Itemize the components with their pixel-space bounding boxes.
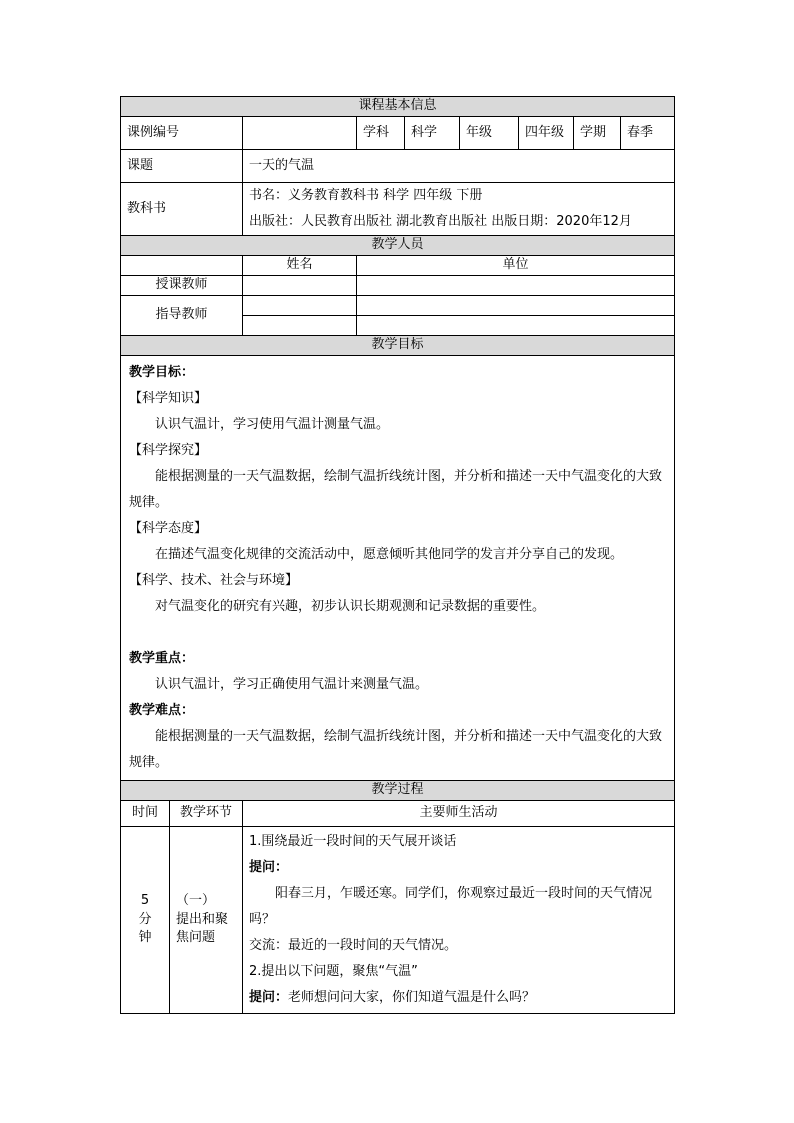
- teacher-label: 授课教师: [121, 276, 243, 296]
- question-2: [249, 985, 668, 1011]
- section-header-goals: 教学目标: [121, 336, 675, 356]
- topic-label: 课题: [121, 150, 243, 183]
- mentor-label: 指导教师: [121, 296, 243, 336]
- term-value: 春季: [621, 117, 675, 150]
- section-header-basic-info: 课程基本信息: [121, 97, 675, 117]
- time-column-header: 时间: [121, 801, 170, 827]
- staff-blank-header: [121, 256, 243, 276]
- mentor-name-2: [243, 316, 357, 336]
- activity-cell: [243, 827, 675, 1014]
- term-label: 学期: [574, 117, 621, 150]
- subject-label: 学科: [357, 117, 405, 150]
- activity-step-1: 1.围绕最近一段时间的天气展开谈话: [249, 834, 457, 849]
- teacher-unit: [357, 276, 675, 296]
- question-text-1: 阳春三月，乍暖还寒。同学们，你观察过最近一段时间的天气情况吗？: [249, 886, 653, 927]
- exchange-text: 交流：最近的一段时间的天气情况。: [249, 938, 458, 953]
- stage-cell: [170, 827, 243, 1014]
- key-points-title: 教学重点：: [129, 651, 195, 666]
- difficulties-title: 教学难点：: [129, 703, 195, 718]
- textbook-info: [243, 183, 675, 236]
- section-header-staff: 教学人员: [121, 236, 675, 256]
- stse-heading: 【科学、技术、社会与环境】: [129, 573, 299, 588]
- stse-text: 对气温变化的研究有兴趣，初步认识长期观测和记录数据的重要性。: [155, 599, 546, 614]
- difficulties-text: 能根据测量的一天气温数据，绘制气温折线统计图，并分析和描述一天中气温变化的大致规律。: [129, 729, 663, 770]
- stage-name-line-2: 焦问题: [176, 930, 216, 946]
- subject-value: 科学: [405, 117, 460, 150]
- knowledge-heading: 【科学知识】: [129, 391, 208, 406]
- mentor-name-1: [243, 296, 357, 316]
- question-label-1: 提问：: [249, 860, 289, 875]
- question-label-2: 提问：: [249, 990, 289, 1005]
- question-text-2: 老师想问问大家，你们知道气温是什么吗？: [288, 990, 536, 1005]
- topic-value: 一天的气温: [243, 150, 675, 183]
- case-number-value: [243, 117, 357, 150]
- case-number-label: 课例编号: [121, 117, 243, 150]
- grade-value: 四年级: [519, 117, 574, 150]
- time-unit-2: 钟: [138, 930, 152, 946]
- goals-title: 教学目标：: [129, 365, 195, 380]
- staff-name-column-header: 姓名: [243, 256, 357, 276]
- activity-column-header: 主要师生活动: [243, 801, 675, 827]
- key-points-text: 认识气温计，学习正确使用气温计来测量气温。: [155, 677, 429, 692]
- mentor-unit-2: [357, 316, 675, 336]
- time-unit-1: 分: [138, 911, 152, 927]
- textbook-label: 教科书: [121, 183, 243, 236]
- stage-column-header: 教学环节: [170, 801, 243, 827]
- time-number: 5: [140, 892, 150, 908]
- goals-content: [121, 356, 675, 781]
- stage-number: （一）: [176, 892, 216, 908]
- grade-label: 年级: [460, 117, 519, 150]
- stage-name-line-1: 提出和聚: [176, 911, 229, 927]
- teacher-name: [243, 276, 357, 296]
- knowledge-text: 认识气温计，学习使用气温计测量气温。: [155, 417, 390, 432]
- inquiry-heading: 【科学探究】: [129, 443, 208, 458]
- section-header-process: 教学过程: [121, 781, 675, 801]
- mentor-unit-1: [357, 296, 675, 316]
- blank-line: [129, 620, 666, 646]
- textbook-title-line: 书名：义务教育教科书 科学 四年级 下册: [249, 188, 483, 203]
- attitude-text: 在描述气温变化规律的交流活动中，愿意倾听其他同学的发言并分享自己的发现。: [155, 547, 624, 562]
- lesson-plan-table: [120, 96, 675, 1014]
- inquiry-text: 能根据测量的一天气温数据，绘制气温折线统计图，并分析和描述一天中气温变化的大致规律。: [129, 469, 663, 510]
- textbook-publisher-line: 出版社：人民教育出版社 湖北教育出版社 出版日期：2020年12月: [249, 214, 632, 229]
- activity-step-2: 2.提出以下问题，聚焦“气温”: [249, 964, 418, 979]
- attitude-heading: 【科学态度】: [129, 521, 208, 536]
- staff-unit-column-header: 单位: [357, 256, 675, 276]
- time-cell: [121, 827, 170, 1014]
